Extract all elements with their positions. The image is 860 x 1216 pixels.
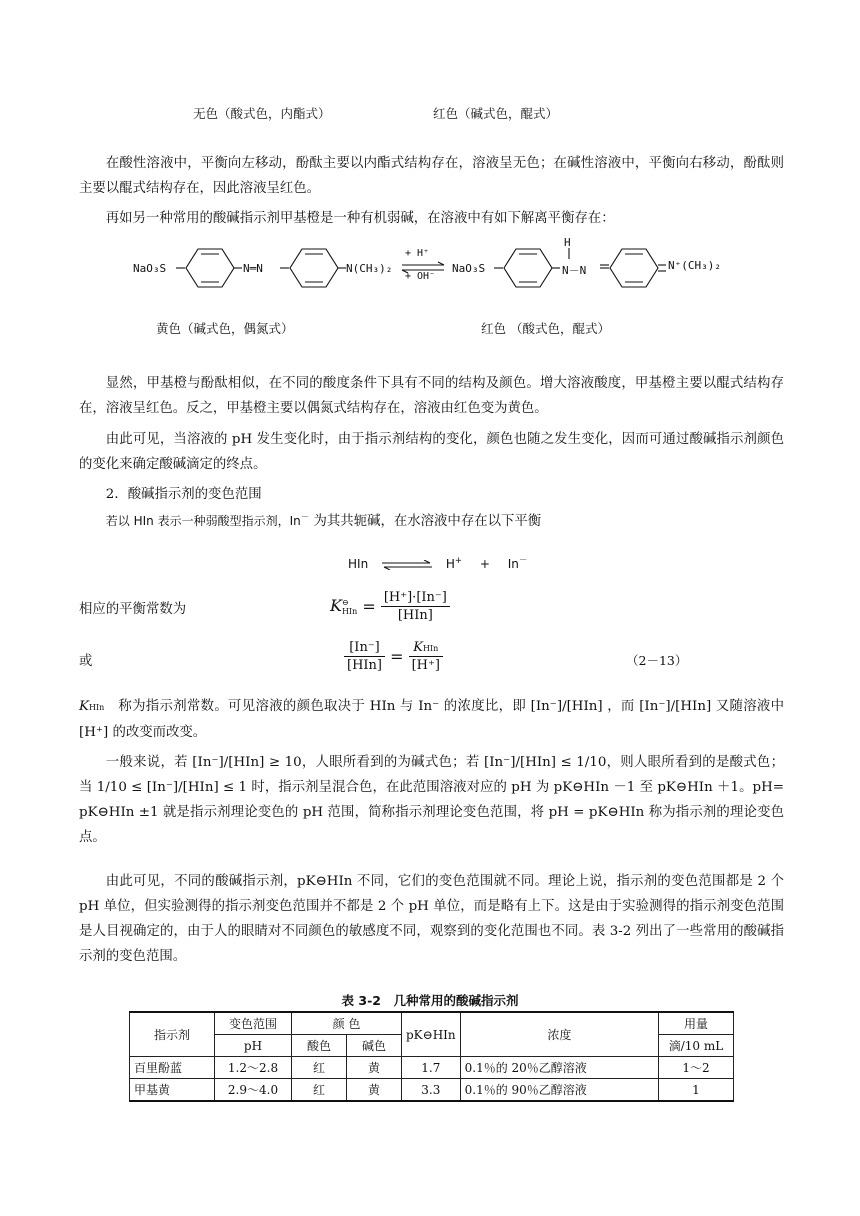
- k-sub-2: HIn: [422, 644, 439, 653]
- eq2-right-denominator: [H⁺]: [411, 658, 440, 673]
- hydrazo-group: N－N: [562, 264, 587, 277]
- equation-ratio: $\frac{[In^-]}{\text{[HIn]}}$ = $\frac{\text{KHIn}}{[H^+]}$: [344, 640, 443, 673]
- reversible-arrow-icon: [382, 560, 432, 570]
- dimethylamino-group: N(CH₃)₂: [346, 262, 393, 275]
- equation-label-1: 相应的平衡常数为: [79, 602, 187, 617]
- equation-number: （2－13）: [626, 653, 688, 668]
- k-sup: ⊖: [341, 597, 349, 607]
- paragraph-phenol-shift: 在酸性溶液中，平衡向左移动，酚酞主要以内酯式结构存在，溶液呈无色；在碱性溶液中，平衡向右移动，酚酞则主要以醌式结构存在，因此溶液呈红色。: [79, 156, 784, 196]
- header-color: 颜 色: [292, 1012, 402, 1035]
- eq2-left-denominator: [HIn]: [347, 658, 382, 673]
- hin-text: 若以 HIn 表示一种弱酸型指示剂，In: [105, 514, 301, 528]
- table-row: [130, 1057, 734, 1079]
- in-species: In: [507, 557, 519, 571]
- k-symbol: K: [330, 596, 342, 615]
- equation-label-2: 或: [79, 654, 93, 669]
- cell-range: 2.9～4.0: [215, 1079, 292, 1102]
- cell-dose: 1: [659, 1079, 734, 1102]
- k-sub-3: HIn: [89, 703, 105, 712]
- header-acid-color: 酸色: [292, 1035, 347, 1057]
- cell-dose: 1～2: [659, 1057, 734, 1079]
- plus-sign: +: [479, 557, 490, 571]
- paragraph-hin-definition: 若以 HIn 表示一种弱酸型指示剂，In－ 为其共轭碱，在水溶液中存在以下平衡: [105, 512, 542, 529]
- equation-constant: K ⊖ HIn = $\frac{[H^+]\cdot[In^-]}{\text{[HIn]}}$: [330, 590, 450, 623]
- cell-acid: 红: [292, 1079, 347, 1102]
- paragraph-ranges-differ: 由此可见，不同的酸碱指示剂，pK⊖HIn 不同，它们的变色范围就不同。理论上说，指示剂的变色范围都是 2 个 pH 单位，但实验测得的指示剂变色范围并不都是 2 个 pH 单位，而是略有上下。这是由于实验测得的指示剂变色范围是人目视确定的，由于人的眼睛对不同颜色的敏感度不同，观察到的变化范围也不同。表 3-2 列出了一些常用的酸碱指示剂的变色范围。: [79, 874, 784, 964]
- eq1-numerator: [H⁺]·[In⁻]: [381, 590, 450, 607]
- hin-text-rest: 为其共轭碱，在水溶液中存在以下平衡: [313, 514, 542, 529]
- paragraph-methyl-orange-intro: 再如另一种常用的酸碱指示剂甲基橙是一种有机弱碱，在溶液中有如下解离平衡存在：: [105, 211, 615, 226]
- cell-pk: 3.3: [402, 1079, 461, 1102]
- indicator-table: [129, 1011, 734, 1102]
- header-indicator: 指示剂: [130, 1012, 215, 1057]
- sulfonate-group-right: NaO₃S: [452, 262, 486, 275]
- table-header-row: [130, 1012, 734, 1035]
- k-symbol-2: K: [413, 640, 423, 655]
- azo-group: N═N: [243, 262, 263, 275]
- cell-name: 甲基黄: [130, 1079, 215, 1102]
- header-dose: 用量: [659, 1012, 734, 1035]
- paragraph-transition-range: 一般来说，若 [In⁻]/[HIn] ≥ 10，人眼所看到的为碱式色；若 [In⁻]/[HIn] ≤ 1/10，则人眼所看到的是酸式色；当 1/10 ≤ [In⁻]/[HIn] ≤ 1 时，指示剂呈混合色，在此范围溶液对应的 pH 为 pK⊖HIn －1 至 pK⊖HIn ＋1。pH= pK⊖HIn ±1 就是指示剂理论变色的 pH 范围，简称指示剂理论变色范围，将 pH = pK⊖HIn 称为指示剂的理论变色点。: [79, 755, 784, 845]
- header-concentration: 浓度: [460, 1012, 658, 1057]
- eq2-left-numerator: [In⁻]: [344, 640, 385, 657]
- header-dose-unit: 滴/10 mL: [659, 1035, 734, 1057]
- cell-pk: 1.7: [402, 1057, 461, 1079]
- cell-base: 黄: [347, 1057, 402, 1079]
- hin-species: HIn: [348, 557, 369, 571]
- header-base-color: 碱色: [347, 1035, 402, 1057]
- k-symbol-3: K: [79, 699, 90, 714]
- arrow-label-acid: + H⁺: [405, 248, 430, 259]
- caption-mo-acid: 红色 （酸式色，醌式）: [481, 321, 610, 336]
- indicator-constant-text: 称为指示剂常数。可见溶液的颜色取决于 HIn 与 In⁻ 的浓度比，即 [In⁻]/[HIn] ，而 [In⁻]/[HIn] 又随溶液中 [H⁺] 的改变而改变。: [79, 699, 785, 740]
- iminium-group: N⁺(CH₃)₂: [668, 259, 721, 272]
- table-caption: 表 3-2 几种常用的酸碱指示剂: [341, 993, 519, 1008]
- header-pk: pK⊖HIn: [402, 1012, 461, 1057]
- caption-mo-base: 黄色（碱式色，偶氮式）: [156, 321, 294, 336]
- k-sub: HIn: [341, 606, 358, 616]
- cell-range: 1.2～2.8: [215, 1057, 292, 1079]
- paragraph-indicator-constant: [79, 694, 784, 745]
- caption-phenol-acid: 无色（酸式色，内酯式）: [193, 106, 331, 121]
- paragraph-endpoint: 由此可见，当溶液的 pH 发生变化时，由于指示剂结构的变化，颜色也随之发生变化，因而可通过酸碱指示剂颜色的变化来确定酸碱滴定的终点。: [79, 432, 784, 472]
- caption-phenol-base: 红色（碱式色，醌式）: [433, 106, 559, 121]
- paragraph-methyl-orange-color: 显然，甲基橙与酚酞相似，在不同的酸度条件下具有不同的结构及颜色。增大溶液酸度，甲基橙主要以醌式结构存在，溶液呈红色。反之，甲基橙主要以偶氮式结构存在，溶液由红色变为黄色。: [79, 376, 784, 416]
- cell-base: 黄: [347, 1079, 402, 1102]
- sulfonate-group-left: NaO₃S: [133, 262, 167, 275]
- section-heading: 2．酸碱指示剂的变色范围: [105, 487, 262, 502]
- cell-concentration: 0.1％的 20％乙醇溶液: [460, 1057, 658, 1079]
- hydrazo-hydrogen: H: [564, 236, 571, 249]
- eq1-denominator: [HIn]: [397, 608, 433, 623]
- header-range-unit: pH: [215, 1035, 292, 1057]
- header-range: 变色范围: [215, 1012, 292, 1035]
- cell-concentration: 0.1％的 90％乙醇溶液: [460, 1079, 658, 1102]
- cell-acid: 红: [292, 1057, 347, 1079]
- table-row: [130, 1079, 734, 1102]
- arrow-label-base: + OH⁻: [405, 271, 436, 282]
- cell-name: 百里酚蓝: [130, 1057, 215, 1079]
- hin-equilibrium: HIn H+ + In－: [348, 556, 528, 571]
- nh-bond: [567, 248, 571, 260]
- proton-species: H: [445, 557, 455, 571]
